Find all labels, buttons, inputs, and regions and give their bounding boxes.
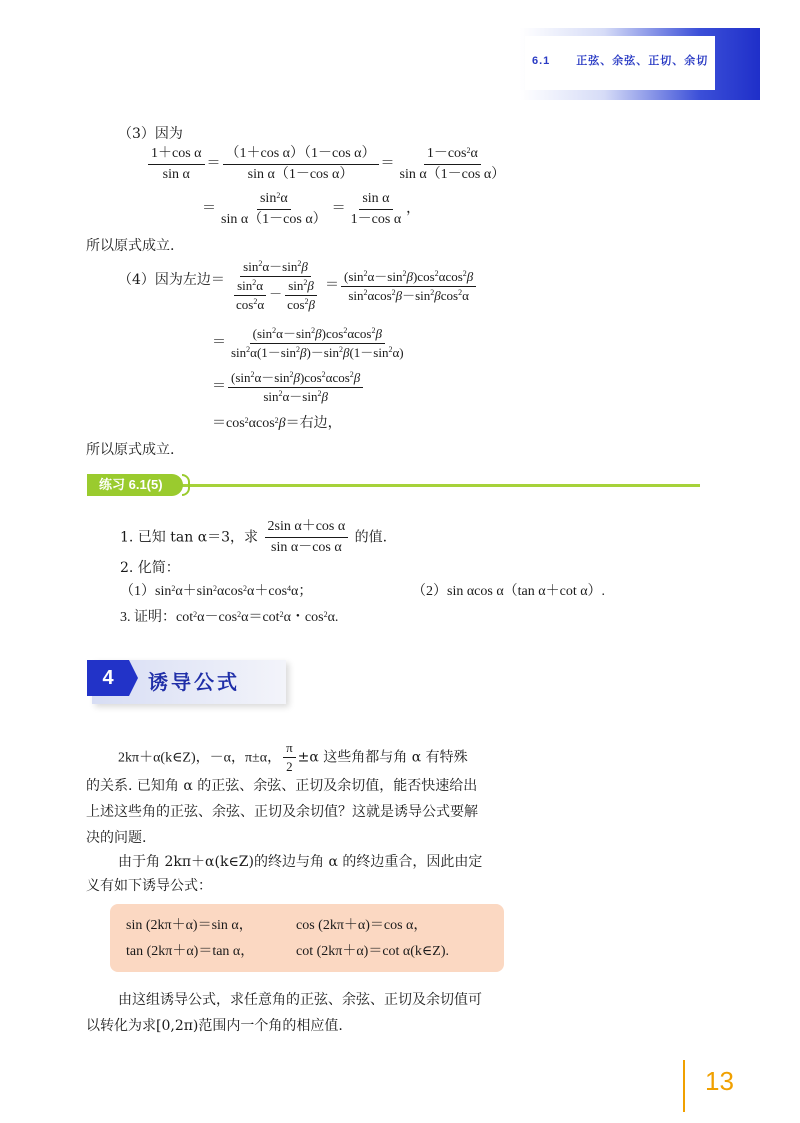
paragraph-1-line-4: 决的问题.: [86, 830, 147, 846]
part4-line4: $=\cos^2\alpha\cos^2\beta=$右边，: [212, 416, 342, 431]
formula-cot: cot (2kπ＋α)＝cot α(k∈Z).: [296, 944, 450, 959]
part3-conclusion: 所以原式成立.: [86, 238, 175, 254]
exercise-badge-cap: [182, 474, 190, 496]
part3-line1: $\frac{\text{1＋cos α}}{\text{sin α}}$ ＝ $\frac{\text{（1＋cos α）（1－cos α）}}{\text{sin α（1－cos α）}}$ ＝ $\frac{1-\cos^2\alpha}{\text{sin α（1－cos α）}}$: [146, 145, 510, 184]
paragraph-1-line-1: 2kπ＋α(k∈Z)，－α，π±α， $\frac{\pi}{2}$ ±α 这些角都与角 α 有特殊: [118, 740, 468, 774]
exercise-q2b: （2）sin αcos α（tan α＋cot α）.: [412, 584, 606, 599]
part4-conclusion: 所以原式成立.: [86, 442, 175, 458]
formula-tan: tan (2kπ＋α)＝tan α，: [126, 944, 255, 959]
paragraph-3-line-2: 以转化为求[0,2π)范围内一个角的相应值.: [86, 1018, 343, 1034]
section-title: 正弦、余弦、正切、余切: [576, 55, 709, 67]
paragraph-1-line-3: 上述这些角的正弦、余弦、正切及余切值？这就是诱导公式要解: [86, 804, 478, 820]
part3-intro: （3）因为: [118, 126, 183, 142]
exercise-badge: 练习 6.1(5): [87, 474, 183, 496]
paragraph-2-line-2: 义有如下诱导公式：: [86, 878, 212, 894]
exercise-q2a: $(1)\sin^2\alpha+\sin^2\alpha\cos^2\alpha+\cos^4\alpha$；: [120, 584, 313, 599]
part4-line1: $\sin^2\alpha-\sin^2\beta$ $\frac{\sin^2\alpha}{\cos^2\alpha}$ － $\frac{\sin^2\beta}{\cos^2\beta}$ ＝ $\frac{(\sin^2\alpha-\sin^2\beta)\cos^2\alpha\cos^2\beta}{\sin^2\alpha\cos^2\beta-\sin^2\beta\cos^2\alpha}$: [226, 259, 478, 313]
paragraph-3-line-1: 由这组诱导公式，求任意角的正弦、余弦、正切及余切值可: [118, 992, 482, 1008]
part3-line2: ＝ $\frac{\sin^2\alpha}{\text{sin α（1－cos α）}}$ ＝ $\frac{\text{sin α}}{\text{1－cos α}}$ ，: [202, 191, 421, 227]
running-header: [532, 52, 708, 68]
part4-line3: ＝ $\frac{(\sin^2\alpha-\sin^2\beta)\cos^2\alpha\cos^2\beta}{\sin^2\alpha-\sin^2\beta}$: [212, 370, 365, 405]
exercise-q3: 3. 证明：$\cot^2\alpha-\cos^2\alpha=\cot^2\alpha$・$\cos^2\alpha$.: [120, 610, 339, 625]
page-number-rule: [683, 1060, 685, 1112]
formula-cos: cos (2kπ＋α)＝cos α，: [296, 918, 428, 933]
section-heading-number: 4: [87, 660, 129, 696]
paragraph-2-line-1: 由于角 2kπ＋α(k∈Z)的终边与角 α 的终边重合，因此由定: [118, 854, 483, 870]
formula-sin: sin (2kπ＋α)＝sin α，: [126, 918, 253, 933]
exercise-q1: 1. 已知 tan α＝3，求 $\frac{\text{2sin α＋cos α}}{\text{sin α－cos α}}$ 的值.: [120, 519, 388, 555]
part4-line2: ＝ $\frac{(\sin^2\alpha-\sin^2\beta)\cos^2\alpha\cos^2\beta}{\sin^2\alpha(1-\sin^2\beta)-\sin^2\beta(1-\sin^2\alpha)}$: [212, 326, 404, 360]
paragraph-1-line-2: 的关系. 已知角 α 的正弦、余弦、正切及余切值，能否快速给出: [86, 778, 478, 794]
section-number: 6.1: [532, 55, 551, 67]
exercise-q2: 2. 化简：: [120, 560, 180, 576]
section-heading-title: 诱导公式: [148, 672, 240, 694]
section-heading-arrow: [129, 660, 138, 696]
part4-intro: （4）因为左边＝: [118, 272, 225, 288]
page-number: 13: [705, 1066, 734, 1096]
